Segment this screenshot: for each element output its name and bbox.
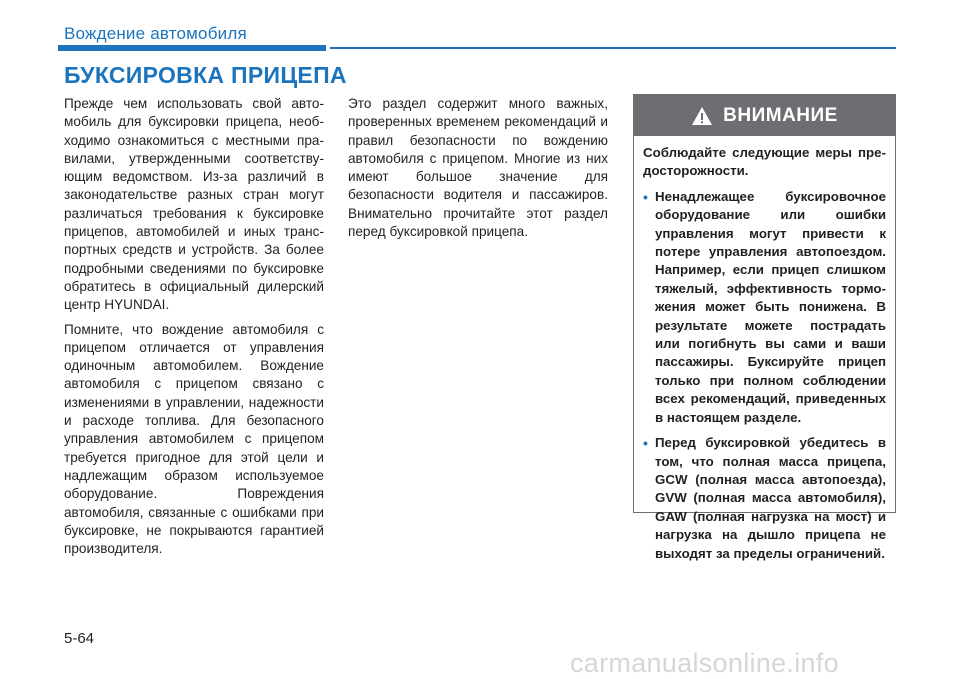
header-rule-thick [58, 45, 326, 51]
warning-list-item [643, 188, 886, 427]
warning-header [634, 95, 895, 136]
warning-body [634, 136, 895, 563]
warning-triangle-icon [691, 106, 713, 126]
warning-item-text: Перед буксировкой убедитесь в том, что полная масса прицепа, GCW (полная масса автопоезда), GVW (полная масса автомобиля), GAW (полная нагрузка на мост) и нагрузка на дышло прицепа не выходят за пределы ограничений. [655, 435, 886, 561]
paragraph: Помните, что вождение автомобиля с прицепом отличается от управления одиночным автомобилем. Вождение автомобиля с прицепом связано с изменениями в управлении, надежности и расходе топлива. Для безопасного управления автомобилем с прицепом требуется пригодное для этой цели и надлежащим образом используемое оборудование. Повреждения автомобиля, связанные с ошибками при буксировке, не покрываются гарантией производителя. [64, 321, 324, 557]
bullet-icon: • [643, 188, 648, 205]
warning-box [633, 94, 896, 561]
warning-title: ВНИМАНИЕ [723, 104, 838, 126]
section-title: Вождение автомобиля [64, 24, 247, 43]
bullet-icon: • [643, 435, 648, 452]
paragraph: Это раздел содержит много важных, проверенных временем рекомендаций и правил безопасности по вождению автомобиля с прицепом. Многие из них имеют большое значение для безопасности водителя и пассажиров. Внимательно прочитайте этот раздел перед буксировкой прицепа. [348, 96, 608, 240]
paragraph: Прежде чем использовать свой автомобиль для буксировки прицепа, необходимо ознакомиться с местными правилами, утвержденными соответствующим ведомством. Из-за различий в законодательстве разных стран могут различаться требования к буксировке прицепов, автомобилей и иных транспортных средств и устройств. За более подробными сведениями по буксировке обратитесь в официальный дилерский центр HYUNDAI. [64, 96, 324, 313]
chapter-title: БУКСИРОВКА ПРИЦЕПА [64, 62, 347, 88]
watermark: carmanualsonline.info [570, 648, 839, 678]
page-number: 5-64 [64, 630, 95, 647]
middle-column [348, 95, 608, 247]
warning-item-text: Ненадлежащее буксировочное оборудование или ошибки управления могут привести к потере управления автопоездом. Например, если прицеп слишком тяжелый, эффективность торможения может быть понижена. В результате можете пострадать или погибнуть вы сами и ваши пассажиры. Буксируйте прицеп только при полном соблюдении всех рекомендаций, приведенных в настоящем разделе. [655, 188, 886, 425]
left-column [64, 95, 324, 564]
warning-intro: Соблюдайте следующие меры предосторожности. [643, 145, 886, 179]
warning-list-item [643, 434, 886, 563]
header-rule-thin [330, 47, 896, 49]
warning-list [643, 188, 886, 563]
